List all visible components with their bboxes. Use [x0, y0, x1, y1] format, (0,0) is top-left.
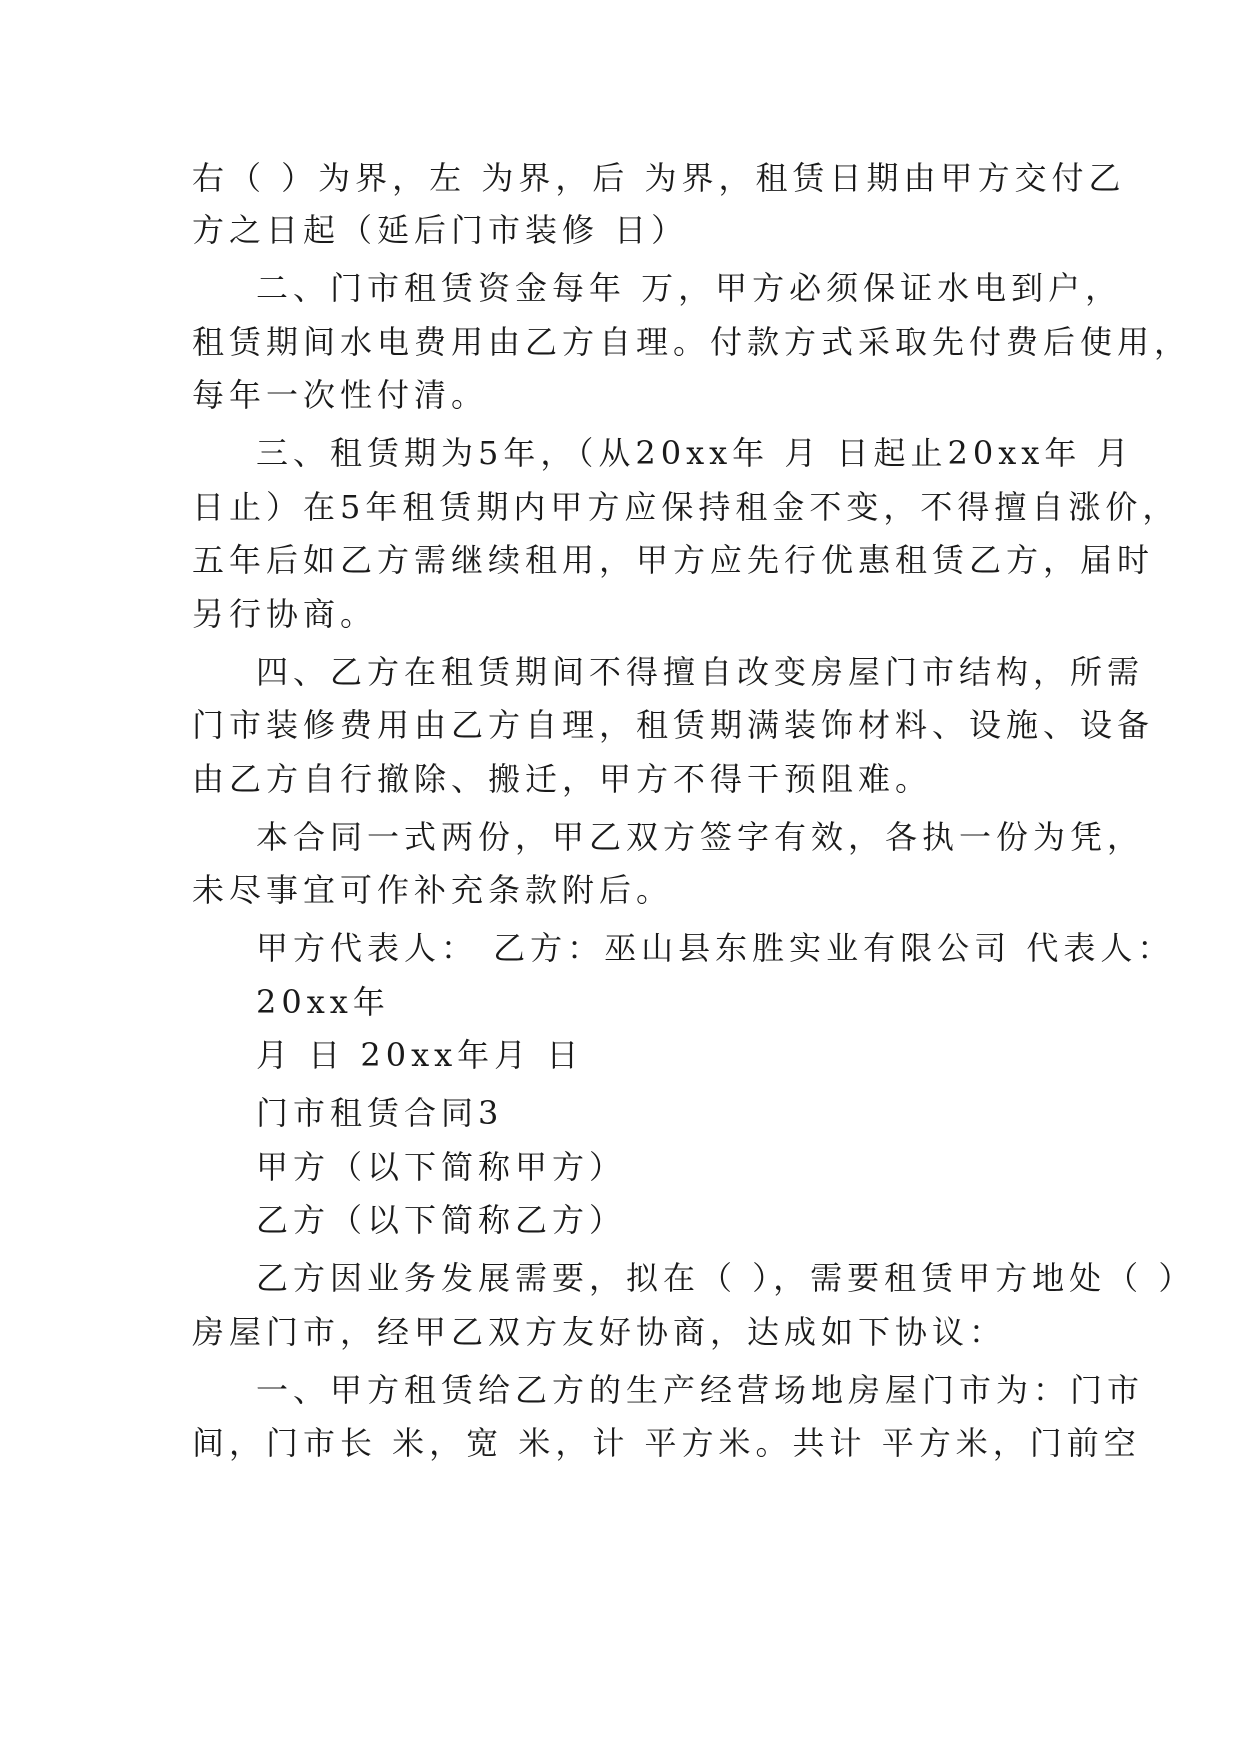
- text-line: 方之日起（延后门市装修 日）: [192, 211, 689, 249]
- text-line: 乙方因业务发展需要，拟在（ ），需要租赁甲方地处（ ）: [256, 1259, 1196, 1297]
- text-line: 日止）在5年租赁期内甲方应保持租金不变，不得擅自涨价，: [192, 488, 1180, 526]
- text-line: 间，门市长 米，宽 米，计 平方米。共计 平方米，门前空: [192, 1424, 1141, 1462]
- text-line: 门市租赁合同3: [256, 1094, 504, 1132]
- text-line: 月 日 20xx年月 日: [256, 1036, 584, 1074]
- text-line: 三、租赁期为5年，（从20xx年 月 日起止20xx年 月: [256, 434, 1134, 472]
- text-line: 一、甲方租赁给乙方的生产经营场地房屋门市为：门市: [256, 1371, 1145, 1409]
- text-line: 右（ ）为界，左 为界，后 为界，租赁日期由甲方交付乙: [192, 159, 1126, 197]
- text-line: 甲方（以下简称甲方）: [256, 1148, 627, 1186]
- text-line: 20xx年: [256, 983, 390, 1021]
- text-line: 二、门市租赁资金每年 万，甲方必须保证水电到户，: [256, 269, 1123, 307]
- text-line: 租赁期间水电费用由乙方自理。付款方式采取先付费后使用，: [192, 323, 1192, 361]
- text-line: 房屋门市，经甲乙双方友好协商，达成如下协议：: [192, 1313, 1007, 1351]
- text-line: 每年一次性付清。: [192, 376, 489, 414]
- text-line: 另行协商。: [192, 595, 378, 633]
- text-line: 乙方（以下简称乙方）: [256, 1201, 627, 1239]
- text-line: 本合同一式两份，甲乙双方签字有效，各执一份为凭，: [256, 818, 1145, 856]
- text-line: 五年后如乙方需继续租用，甲方应先行优惠租赁乙方，届时: [192, 541, 1155, 579]
- text-line: 四、乙方在租赁期间不得擅自改变房屋门市结构，所需: [256, 653, 1145, 691]
- text-line: 由乙方自行撤除、搬迁，甲方不得干预阻难。: [192, 760, 933, 798]
- text-line: 未尽事宜可作补充条款附后。: [192, 871, 674, 909]
- text-line: 甲方代表人： 乙方：巫山县东胜实业有限公司 代表人：: [256, 929, 1175, 967]
- text-line: 门市装修费用由乙方自理，租赁期满装饰材料、设施、设备: [192, 706, 1155, 744]
